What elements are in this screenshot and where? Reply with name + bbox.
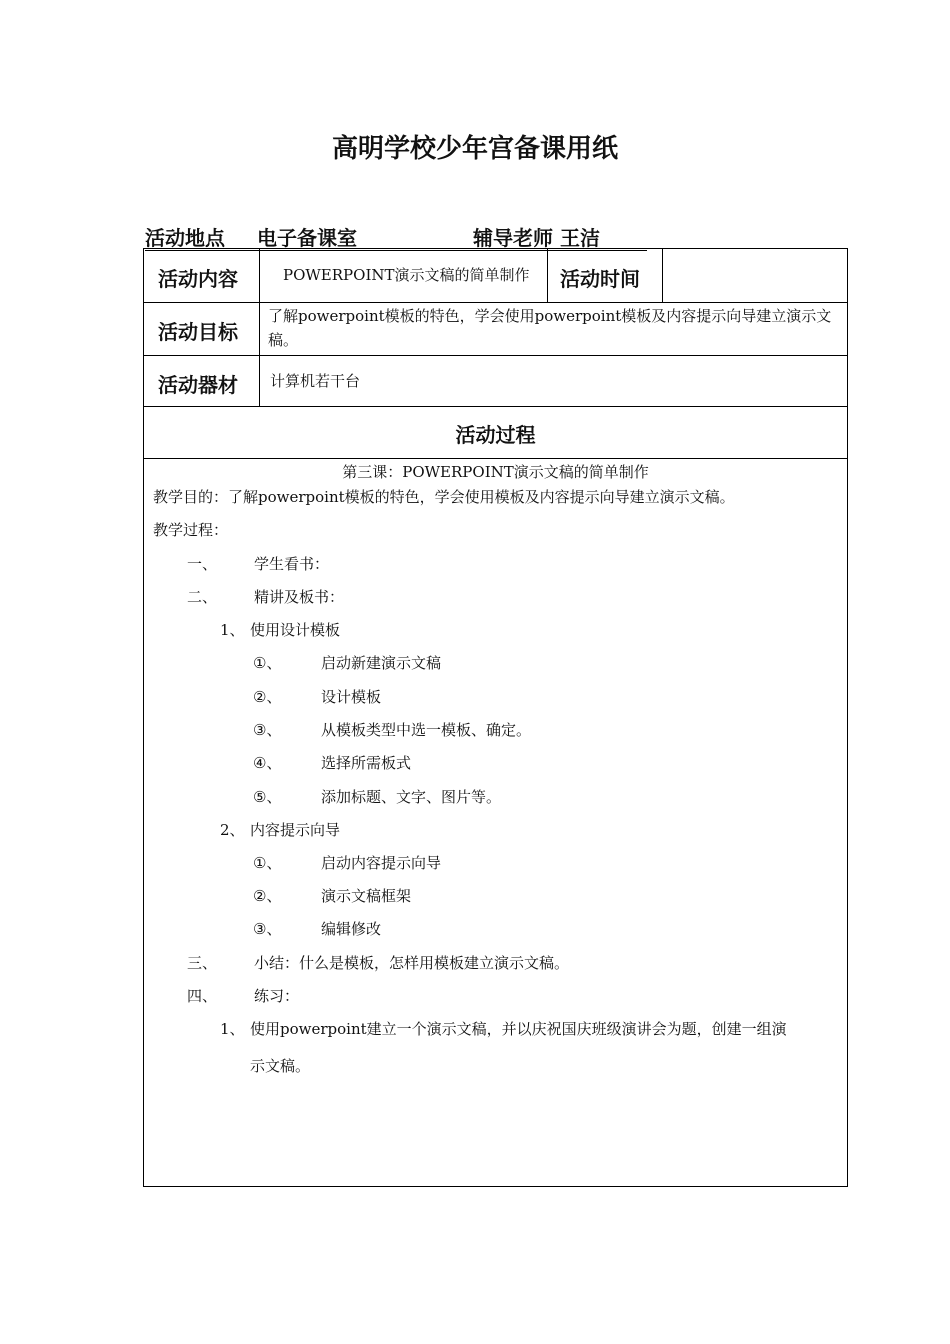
section-number: 四、 xyxy=(187,987,218,1005)
section-text: 练习： xyxy=(254,987,300,1005)
step-number: ⑤、 xyxy=(253,788,282,806)
page-title: 高明学校少年宫备课用纸 xyxy=(331,134,618,164)
exercise-number: 1、 xyxy=(220,1020,245,1038)
step-number: ③、 xyxy=(253,721,282,739)
step-text: 演示文稿框架 xyxy=(321,887,412,905)
section-item xyxy=(187,985,300,1006)
step-text: 添加标题、文字、图片等。 xyxy=(321,788,502,806)
section-text: 小结：什么是模板，怎样用模板建立演示文稿。 xyxy=(254,954,570,972)
step-text: 设计模板 xyxy=(321,688,382,706)
exercise-item xyxy=(220,1018,787,1039)
section-item xyxy=(187,586,345,607)
teacher-value: 王洁 xyxy=(560,226,600,250)
lesson-table xyxy=(143,248,848,1187)
step-text: 从模板类型中选一模板、确定。 xyxy=(321,721,532,739)
row-divider xyxy=(144,302,847,303)
content-label: 活动内容 xyxy=(158,267,238,291)
step-text: 编辑修改 xyxy=(321,920,382,938)
step-item xyxy=(253,686,382,707)
goal-label: 活动目标 xyxy=(158,320,238,344)
exercise-text: 使用powerpoint建立一个演示文稿，并以庆祝国庆班级演讲会为题，创建一组演 xyxy=(250,1020,787,1038)
section-number: 一、 xyxy=(187,555,218,573)
step-number: ③、 xyxy=(253,920,282,938)
goal-value: 了解powerpoint模板的特色，学会使用powerpoint模板及内容提示向导建立演示文稿。 xyxy=(268,307,832,349)
step-item xyxy=(253,719,532,740)
teaching-purpose: 教学目的：了解powerpoint模板的特色，学会使用模板及内容提示向导建立演示文稿。 xyxy=(153,488,735,506)
section-item xyxy=(187,553,330,574)
location-label: 活动地点 xyxy=(145,226,225,250)
row-divider xyxy=(144,406,847,407)
exercise-text-continued: 示文稿。 xyxy=(250,1057,311,1075)
time-label: 活动时间 xyxy=(560,267,640,291)
sub-text: 内容提示向导 xyxy=(250,821,341,839)
material-value: 计算机若干台 xyxy=(270,372,361,390)
column-divider xyxy=(662,249,663,302)
lesson-title: 第三课：POWERPOINT演示文稿的简单制作 xyxy=(342,463,649,481)
location-value: 电子备课室 xyxy=(257,226,357,250)
step-item xyxy=(253,786,502,807)
section-number: 二、 xyxy=(187,588,218,606)
section-text: 精讲及板书： xyxy=(254,588,345,606)
step-text: 启动新建演示文稿 xyxy=(321,654,442,672)
sub-item xyxy=(220,619,341,640)
section-item xyxy=(187,952,570,973)
process-heading: 教学过程： xyxy=(153,521,229,539)
step-item xyxy=(253,752,412,773)
step-number: ①、 xyxy=(253,854,282,872)
step-item xyxy=(253,852,442,873)
row-divider xyxy=(144,355,847,356)
section-number: 三、 xyxy=(187,954,218,972)
column-divider xyxy=(547,249,548,302)
step-text: 选择所需板式 xyxy=(321,754,412,772)
column-divider xyxy=(259,249,260,406)
step-number: ②、 xyxy=(253,887,282,905)
step-text: 启动内容提示向导 xyxy=(321,854,442,872)
teacher-label: 辅导老师 xyxy=(473,226,553,250)
section-text: 学生看书： xyxy=(254,555,330,573)
row-divider xyxy=(144,458,847,459)
content-value: POWERPOINT演示文稿的简单制作 xyxy=(283,266,530,284)
sub-number: 2、 xyxy=(220,821,245,839)
step-item xyxy=(253,652,442,673)
material-label: 活动器材 xyxy=(158,373,238,397)
step-item xyxy=(253,918,382,939)
sub-item xyxy=(220,819,341,840)
header-info xyxy=(145,220,647,251)
step-number: ④、 xyxy=(253,754,282,772)
sub-text: 使用设计模板 xyxy=(250,621,341,639)
sub-number: 1、 xyxy=(220,621,245,639)
step-number: ①、 xyxy=(253,654,282,672)
step-item xyxy=(253,885,412,906)
step-number: ②、 xyxy=(253,688,282,706)
process-label: 活动过程 xyxy=(455,423,536,447)
